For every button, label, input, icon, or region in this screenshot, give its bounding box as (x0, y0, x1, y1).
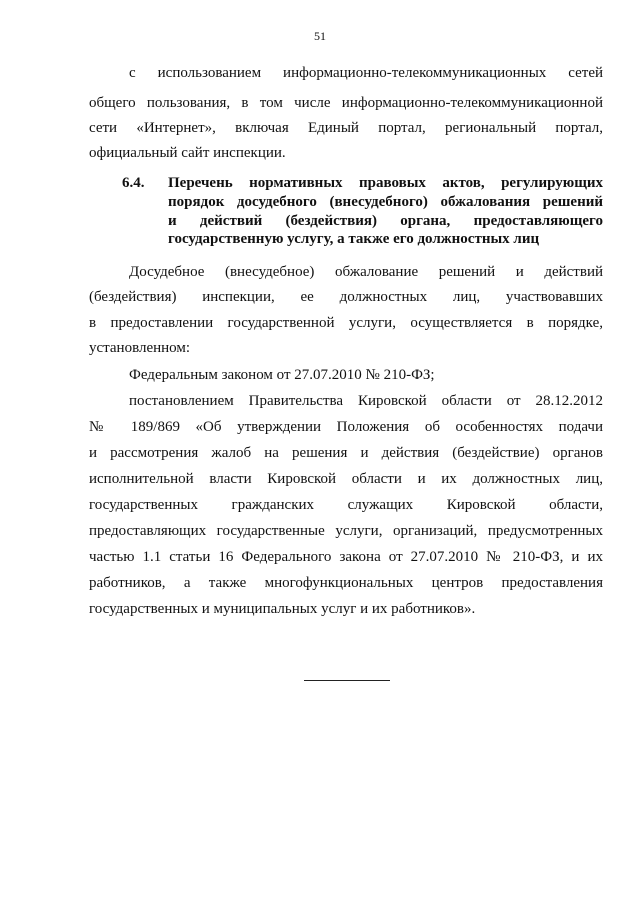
para1-line-4: официальный сайт инспекции. (89, 145, 286, 161)
section-title-line-3: и действий (бездействия) органа, предоставляющего (168, 213, 603, 229)
para2-line-3: в предоставлении государственной услуги, осуществляется в порядке, (89, 315, 603, 331)
para4-line-4: исполнительной власти Кировской области и их должностных лиц, (89, 471, 603, 487)
para1-line-1: с использованием информационно-телекоммуникационных сетей (129, 65, 603, 81)
para4-line-5: государственных гражданских служащих Кировской области, (89, 497, 603, 513)
para2-line-2: (бездействия) инспекции, ее должностных лиц, участвовавших (89, 289, 603, 305)
para4-line-1: постановлением Правительства Кировской области от 28.12.2012 (129, 393, 603, 409)
para2-line-4: установленном: (89, 340, 191, 356)
section-title-line-1: Перечень нормативных правовых актов, регулирующих (168, 175, 603, 191)
para1-line-2: общего пользования, в том числе информационно-телекоммуникационной (89, 95, 603, 111)
para4-line-8: работников, а также многофункциональных центров предоставления (89, 575, 603, 591)
para3-line: Федеральным законом от 27.07.2010 № 210-ФЗ; (129, 367, 435, 383)
para4-line-7: частью 1.1 статьи 16 Федерального закона от 27.07.2010 № 210-ФЗ, и их (89, 549, 603, 565)
para2-line-1: Досудебное (внесудебное) обжалование решений и действий (129, 264, 603, 280)
para1-line-3: сети «Интернет», включая Единый портал, региональный портал, (89, 120, 603, 136)
para4-line-6: предоставляющих государственные услуги, организаций, предусмотренных (89, 523, 603, 539)
para4-line-2: № 189/869 «Об утверждении Положения об особенностях подачи (89, 419, 603, 435)
para4-line-3: и рассмотрения жалоб на решения и действия (бездействие) органов (89, 445, 603, 461)
section-number: 6.4. (122, 175, 145, 191)
section-title-line-2: порядок досудебного (внесудебного) обжалования решений (168, 194, 603, 210)
section-title-line-4: государственную услугу, а также его должностных лиц (168, 231, 540, 247)
para4-line-9: государственных и муниципальных услуг и их работников». (89, 601, 476, 617)
page-number: 51 (314, 29, 326, 43)
separator-line (304, 680, 390, 681)
